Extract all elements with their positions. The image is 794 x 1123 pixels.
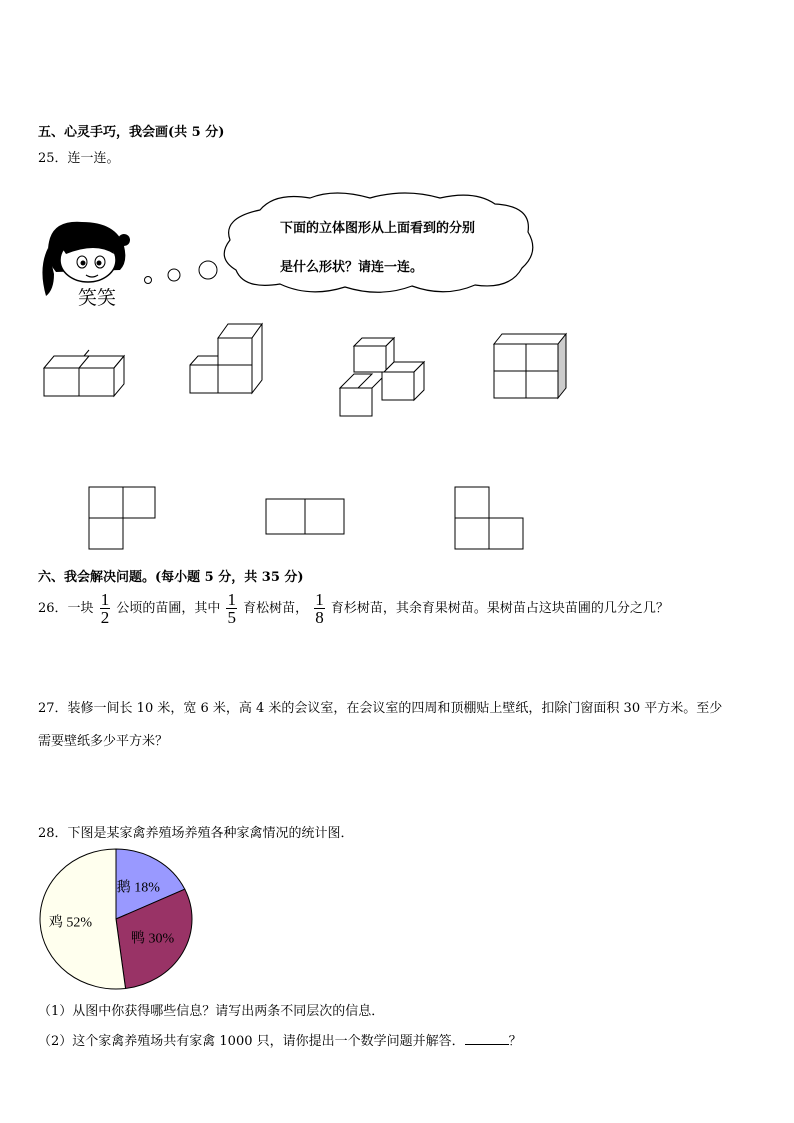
question-26 — [38, 590, 669, 628]
question-27-line1: 27．装修一间长 10 米，宽 6 米，高 4 米的会议室，在会议室的四周和顶棚贴上壁纸，扣除门窗面积 30 平方米。至少 — [38, 701, 723, 716]
answer-blank[interactable] — [465, 1032, 509, 1045]
question-28-text: 28．下图是某家禽养殖场养殖各种家禽情况的统计图． — [38, 826, 354, 841]
section5-title: 五、心灵手巧，我会画(共 5 分) — [38, 125, 225, 140]
pie-label-鸡: 鸡 52% — [48, 915, 93, 931]
top-view-1 — [88, 486, 158, 550]
thought-bubble — [140, 190, 560, 300]
question-28-sub2 — [38, 1030, 522, 1049]
question-28-sub1: （1）从图中你获得哪些信息？请写出两条不同层次的信息． — [38, 1004, 385, 1019]
pie-label-鸭: 鸭 30% — [131, 931, 175, 947]
top-view-3 — [454, 486, 526, 550]
fraction-1-5: $\frac{1}{5}$ — [227, 590, 236, 627]
q28-sub2-text: （2）这个家禽养殖场共有家禽 1000 只，请你提出一个数学问题并解答． — [38, 1034, 465, 1049]
pie-chart — [38, 848, 198, 992]
bubble-text-line2: 是什么形状？请连一连。 — [280, 260, 424, 275]
bubble-text-line1: 下面的立体图形从上面看到的分别 — [280, 221, 476, 236]
solid-figure-2 — [186, 320, 266, 398]
character-name: 笑笑 — [78, 287, 117, 309]
solid-figure-1 — [40, 338, 130, 398]
question-25-text: 25．连一连。 — [38, 151, 120, 166]
top-view-2 — [265, 498, 347, 536]
solid-figure-4 — [492, 330, 570, 402]
q28-sub2-end: ？ — [508, 1034, 522, 1049]
q26-prefix: 26．一块 — [38, 601, 94, 616]
q26-part1: 公顷的苗圃，其中 — [116, 601, 221, 616]
q26-part2: 育松树苗， — [243, 601, 309, 616]
fraction-1-8: $\frac{1}{8}$ — [315, 590, 324, 627]
question-27-line2: 需要壁纸多少平方米？ — [38, 734, 169, 749]
solid-figure-3 — [338, 334, 430, 418]
q26-part3: 育杉树苗，其余育果树苗。果树苗占这块苗圃的几分之几？ — [330, 601, 669, 616]
pie-label-鹅: 鹅 18% — [116, 880, 160, 896]
section6-title: 六、我会解决问题。(每小题 5 分，共 35 分) — [38, 570, 304, 585]
fraction-1-2: $\frac{1}{2}$ — [100, 590, 110, 627]
